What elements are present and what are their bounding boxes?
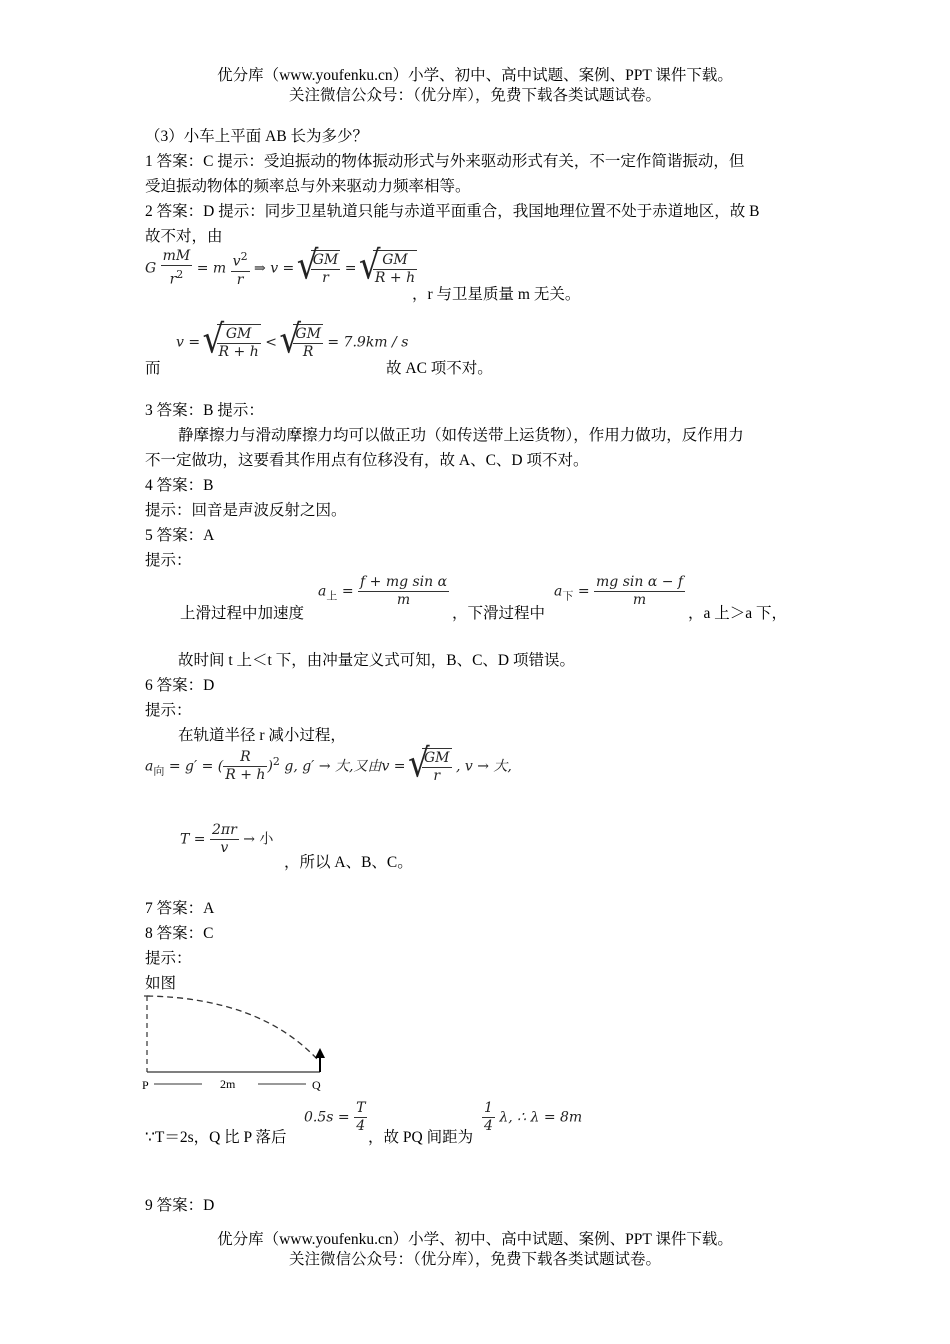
question-3-text: （3）小车上平面 AB 长为多少？ — [145, 128, 369, 145]
answer-6-conclusion: ，所以 A、B、C。 — [284, 854, 413, 871]
figure-label-p: P — [142, 1078, 149, 1092]
answer-5-down-text: ，下滑过程中 — [452, 605, 546, 622]
answer-5-compare: ，a 上＞a 下， — [688, 605, 788, 622]
answer-8-figure-caption: 如图 — [145, 975, 177, 992]
answer-8-because: ∵T＝2s，Q 比 P 落后 — [145, 1129, 287, 1146]
footer-line-2: 关注微信公众号：（优分库），免费下载各类试题试卷。 — [288, 1251, 661, 1268]
answer-5-tip: 提示： — [145, 552, 192, 569]
formula-accel-down: $a_下$ = $\frac{\text{mg sin α − f}}{m}$ — [554, 574, 684, 608]
answer-1-line-2: 受迫振动物体的频率总与外来驱动力频率相等。 — [145, 178, 471, 195]
answer-4-head: 4 答案：B — [145, 477, 214, 494]
answer-8-tip: 提示： — [145, 950, 192, 967]
answer-3-line-1: 静摩擦力与滑动摩擦力均可以做正功（如传送带上运货物），作用力做功，反作用力 — [178, 427, 744, 444]
answer-5-head: 5 答案：A — [145, 527, 215, 544]
answer-6-line-1: 在轨道半径 r 减小过程， — [178, 727, 346, 744]
figure-label-q: Q — [312, 1078, 321, 1092]
formula-wavelength: $\frac{1}{4}$ λ, ∴ λ = 8m — [484, 1100, 583, 1134]
answer-8-head: 8 答案：C — [145, 925, 214, 942]
answer-1-line-1: 1 答案：C 提示：受迫振动的物体振动形式与外来驱动形式有关，不一定作简谐振动，但 — [145, 153, 745, 170]
answer-6-head: 6 答案：D — [145, 677, 215, 694]
answer-2-line-2: 故不对，由 — [145, 228, 223, 245]
formula-gravity-velocity: G $\frac{mM}{r^2}$ = m $\frac{v^2}{r}$ ⇒ v = √ $\frac{GM}{r}$ = √ $\frac{GM}{R + h}$ — [145, 248, 417, 289]
figure-q-arrow-head — [315, 1048, 325, 1058]
answer-5-up-text: 上滑过程中加速度 — [180, 605, 305, 622]
answer-2-er: 而 — [145, 360, 161, 377]
answer-3-head: 3 答案：B 提示： — [145, 402, 264, 419]
formula-accel-up: $a_上$ = $\frac{\text{f + mg sin α}}{m}$ — [318, 574, 448, 608]
answer-7-head: 7 答案：A — [145, 900, 215, 917]
answer-2-line-1: 2 答案：D 提示：同步卫星轨道只能与赤道平面重合，我国地理位置不处于赤道地区，故 B — [145, 203, 760, 220]
formula-half-second: 0.5s = $\frac{T}{4}$ — [304, 1100, 366, 1134]
answer-6-tip: 提示： — [145, 702, 192, 719]
formula-centripetal: $a_向 = g'$ = ( $\frac{R}{R + h}$ )$^2$ g, g′ → 大,又由v = √ $\frac{GM}{r}$ , v → 大, — [145, 748, 512, 785]
answer-2-conclusion: 故 AC 项不对。 — [386, 360, 493, 377]
wave-figure — [140, 990, 340, 1095]
answer-4-tip: 提示：回音是声波反射之因。 — [145, 502, 347, 519]
answer-3-line-2: 不一定做功，这要看其作用点有位移没有，故 A、C、D 项不对。 — [145, 452, 589, 469]
answer-2-mass-note: ，r 与卫星质量 m 无关。 — [412, 286, 581, 303]
figure-label-distance: 2m — [220, 1077, 236, 1091]
formula-velocity-bound: v = √ $\frac{GM}{R + h}$ < √ $\frac{GM}{R}$ = 7.9km / s — [176, 324, 408, 361]
answer-5-conclusion: 故时间 t 上＜t 下，由冲量定义式可知，B、C、D 项错误。 — [178, 652, 575, 669]
figure-dashed-curve — [147, 996, 318, 1060]
formula-period: T = $\frac{2\pi r}{v}$ → 小 — [180, 822, 274, 856]
answer-8-mid: ，故 PQ 间距为 — [368, 1129, 474, 1146]
header-line-1: 优分库（www.youfenku.cn）小学、初中、高中试题、案例、PPT 课件下载。 — [217, 67, 733, 84]
header-line-2: 关注微信公众号：（优分库），免费下载各类试题试卷。 — [288, 87, 661, 104]
answer-9-head: 9 答案：D — [145, 1197, 215, 1214]
footer-line-1: 优分库（www.youfenku.cn）小学、初中、高中试题、案例、PPT 课件下载。 — [217, 1231, 733, 1248]
